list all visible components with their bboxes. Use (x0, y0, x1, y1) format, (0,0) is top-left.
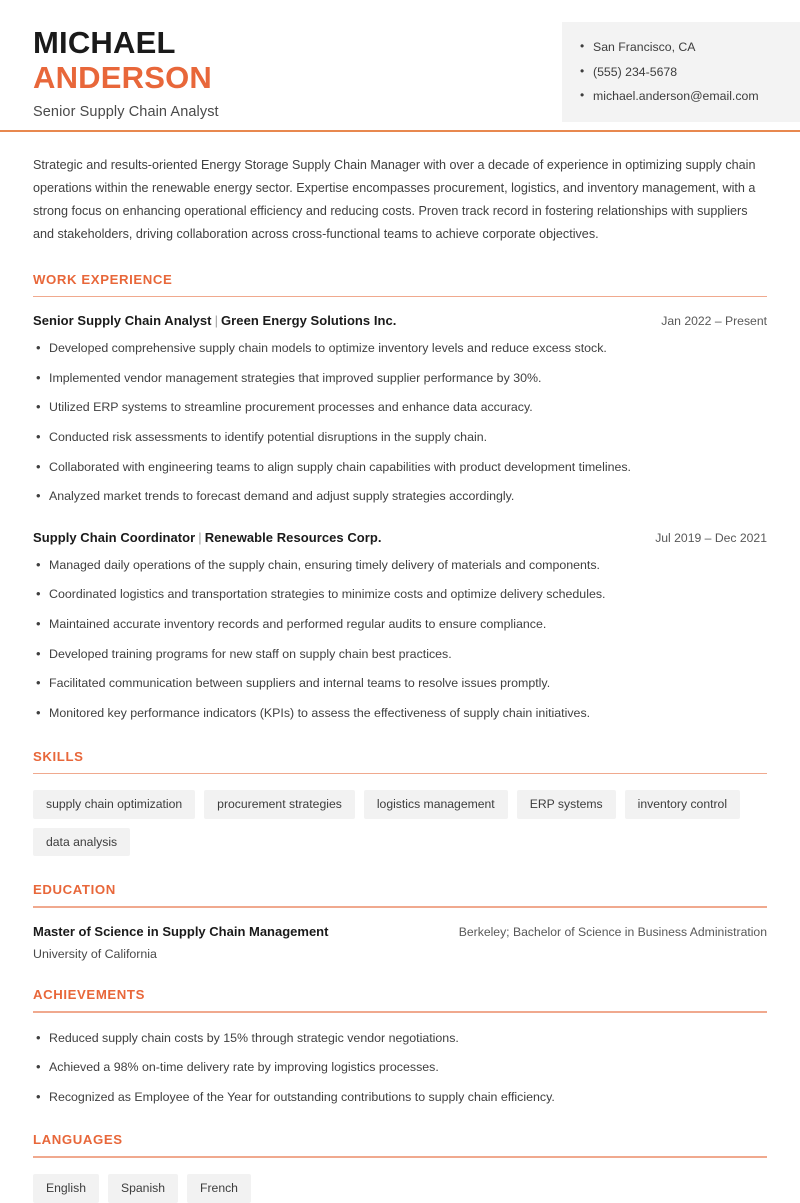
list-item: • Collaborated with engineering teams to align supply chain capabilities with product development timelines. (33, 458, 767, 477)
first-name: MICHAEL (33, 25, 176, 60)
experience-entry (33, 313, 767, 506)
section-rule (33, 773, 767, 775)
contact-list (580, 35, 800, 109)
section-title-work-experience: WORK EXPERIENCE (33, 271, 173, 287)
list-item: • Utilized ERP systems to streamline procurement processes and enhance data accuracy. (33, 398, 767, 417)
language-tag: English (33, 1174, 99, 1203)
experience-dates: Jul 2019 – Dec 2021 (655, 530, 767, 545)
skill-tag: inventory control (625, 790, 740, 819)
role-company-separator: | (214, 313, 219, 329)
skill-tag: ERP systems (517, 790, 616, 819)
header-job-title: Senior Supply Chain Analyst (33, 104, 219, 121)
education-school: University of California (33, 947, 157, 961)
education-degree: Master of Science in Supply Chain Management (33, 924, 329, 939)
experience-entry (33, 530, 767, 723)
section-title-languages: LANGUAGES (33, 1132, 123, 1148)
languages-tag-list (33, 1174, 767, 1203)
section-title-skills: SKILLS (33, 748, 84, 764)
list-item: • Conducted risk assessments to identify potential disruptions in the supply chain. (33, 428, 767, 447)
header-divider (0, 130, 800, 132)
resume-content (0, 154, 800, 1203)
professional-summary: Strategic and results-oriented Energy Storage Supply Chain Manager with over a decade of experience in optimizing supply chain operations within the renewable energy sector. Expertise encompasses procurement, logistics, and inventory management, with a strong focus on enhancing operational efficiency and reducing costs. Proven track record in fostering relationships with suppliers and stakeholders, driving collaboration across cross-functional teams to achieve corporate objectives. (33, 158, 756, 241)
language-tag: Spanish (108, 1174, 178, 1203)
contact-box (562, 22, 800, 122)
list-item: • Achieved a 98% on-time delivery rate by improving logistics processes. (33, 1058, 767, 1077)
experience-role: Supply Chain Coordinator (33, 529, 196, 545)
section-title-education: EDUCATION (33, 882, 116, 898)
skill-tag: logistics management (364, 790, 508, 819)
experience-entry-header (33, 530, 767, 545)
section-rule (33, 1011, 767, 1013)
section-skills (33, 749, 767, 857)
list-item: • Developed comprehensive supply chain models to optimize inventory levels and reduce excess stock. (33, 339, 767, 358)
list-item: • Managed daily operations of the supply chain, ensuring timely delivery of materials and components. (33, 556, 767, 575)
section-languages (33, 1132, 767, 1202)
skill-tag: supply chain optimization (33, 790, 195, 819)
list-item: • Reduced supply chain costs by 15% through strategic vendor negotiations. (33, 1029, 767, 1048)
identity-block (0, 22, 219, 120)
experience-entry-header (33, 313, 767, 328)
section-rule (33, 906, 767, 908)
experience-dates: Jan 2022 – Present (661, 314, 767, 329)
contact-email[interactable]: • michael.anderson@email.com (580, 84, 800, 109)
skills-tag-list (33, 790, 767, 856)
list-item: • Monitored key performance indicators (KPIs) to assess the effectiveness of supply chain initiatives. (33, 704, 767, 723)
role-company-separator: | (198, 529, 202, 545)
experience-bullets (33, 339, 767, 506)
list-item: • Developed training programs for new staff on supply chain best practices. (33, 645, 767, 664)
achievements-bullets (33, 1029, 767, 1107)
list-item: • Implemented vendor management strategies that improved supplier performance by 30%. (33, 369, 767, 388)
list-item: • Coordinated logistics and transportation strategies to minimize costs and optimize delivery schedules. (33, 585, 767, 604)
experience-role-line (33, 313, 396, 328)
contact-phone[interactable]: • (555) 234-5678 (580, 60, 800, 85)
experience-role: Senior Supply Chain Analyst (33, 313, 212, 329)
section-rule (33, 1156, 767, 1158)
section-achievements (33, 987, 767, 1106)
language-tag: French (187, 1174, 251, 1203)
education-entry-header (33, 924, 767, 939)
experience-bullets (33, 556, 767, 723)
section-work-experience (33, 272, 767, 723)
section-education (33, 882, 767, 961)
contact-location: • San Francisco, CA (580, 35, 800, 60)
list-item: • Maintained accurate inventory records and performed regular audits to ensure compliance. (33, 615, 767, 634)
skill-tag: data analysis (33, 828, 130, 857)
list-item: • Analyzed market trends to forecast demand and adjust supply strategies accordingly. (33, 487, 767, 506)
section-rule (33, 296, 767, 298)
skill-tag: procurement strategies (204, 790, 355, 819)
list-item: • Facilitated communication between suppliers and internal teams to resolve issues promptly. (33, 674, 767, 693)
education-extra: Berkeley; Bachelor of Science in Business Administration (458, 925, 767, 939)
experience-company: Green Energy Solutions Inc. (221, 313, 397, 329)
experience-role-line (33, 530, 382, 545)
experience-company: Renewable Resources Corp. (204, 529, 382, 545)
list-item: • Recognized as Employee of the Year for outstanding contributions to supply chain efficiency. (33, 1088, 767, 1107)
section-title-achievements: ACHIEVEMENTS (33, 987, 145, 1002)
resume-header (0, 0, 800, 130)
last-name: ANDERSON (33, 59, 213, 95)
